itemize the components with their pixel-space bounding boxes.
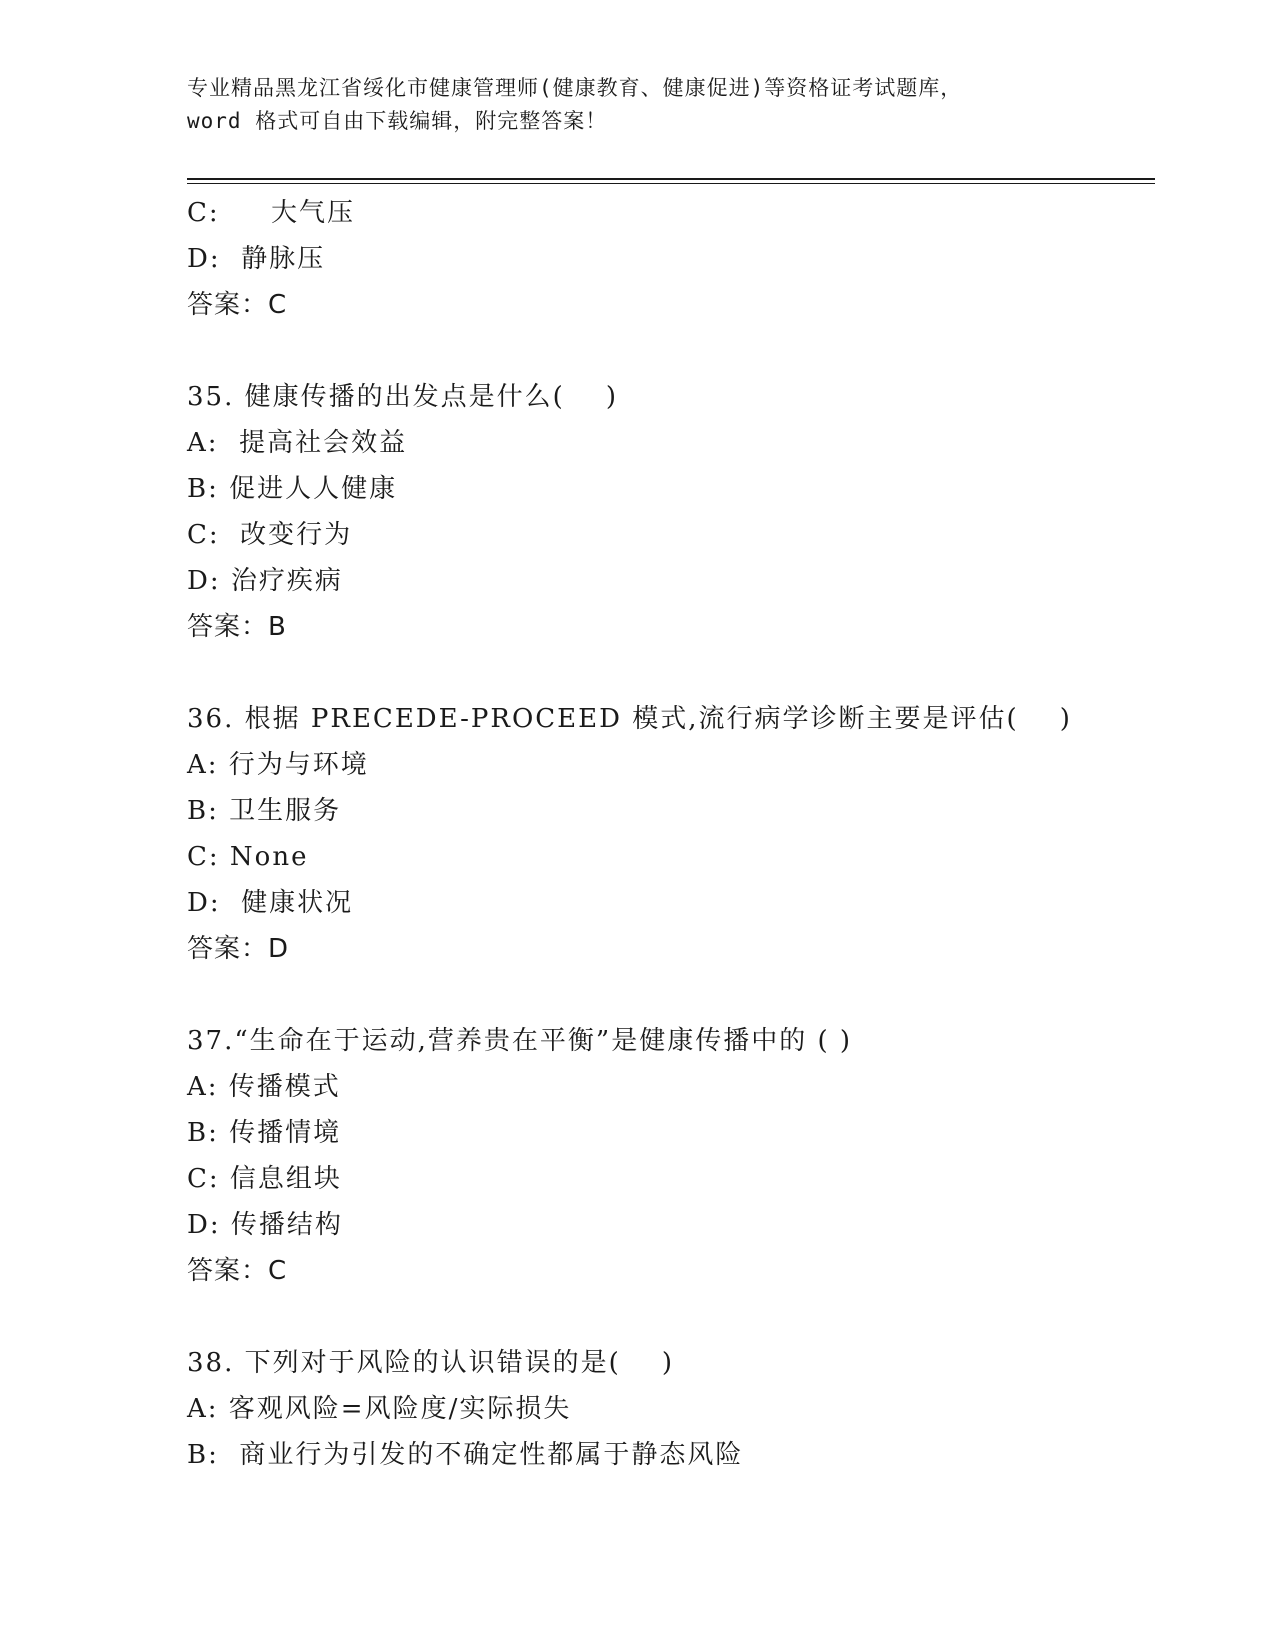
option-a: A: 行为与环境 — [187, 750, 369, 780]
question-35 — [187, 374, 1155, 650]
option-b: B: 商业行为引发的不确定性都属于静态风险 — [187, 1440, 744, 1470]
header-line-1: 专业精品黑龙江省绥化市健康管理师(健康教育、健康促进)等资格证考试题库， — [187, 76, 963, 100]
option-c: C: 改变行为 — [187, 520, 353, 550]
answer: 答案：B — [187, 612, 287, 642]
question-list — [187, 190, 1155, 1478]
question-37 — [187, 1018, 1155, 1294]
question-36 — [187, 696, 1155, 972]
question-stem: 37.“生命在于运动,营养贵在平衡”是健康传播中的 ( ) — [187, 1026, 853, 1056]
header-line-2: word 格式可自由下载编辑，附完整答案！ — [187, 109, 608, 133]
option-a: A: 客观风险=风险度/实际损失 — [187, 1394, 572, 1424]
option-c: C: 大气压 — [187, 198, 355, 228]
header-divider — [187, 178, 1155, 184]
option-d: D: 治疗疾病 — [187, 566, 343, 596]
option-b: B: 促进人人健康 — [187, 474, 398, 504]
option-d: D: 静脉压 — [187, 244, 326, 274]
option-b: B: 传播情境 — [187, 1118, 342, 1148]
question-stem: 35. 健康传播的出发点是什么( ) — [187, 382, 618, 412]
option-b: B: 卫生服务 — [187, 796, 342, 826]
option-a: A: 传播模式 — [187, 1072, 341, 1102]
document-header — [187, 72, 1087, 138]
question-38 — [187, 1340, 1155, 1478]
option-a: A: 提高社会效益 — [187, 428, 408, 458]
question-34-continued — [187, 190, 1155, 328]
option-d: D: 健康状况 — [187, 888, 354, 918]
answer: 答案：C — [187, 1256, 288, 1286]
answer: 答案：C — [187, 290, 288, 320]
question-stem: 36. 根据 PRECEDE-PROCEED 模式,流行病学诊断主要是评估( ) — [187, 704, 1072, 734]
option-c: C: 信息组块 — [187, 1164, 342, 1194]
option-c: C: None — [187, 842, 309, 872]
question-stem: 38. 下列对于风险的认识错误的是( ) — [187, 1348, 674, 1378]
answer: 答案：D — [187, 934, 290, 964]
option-d: D: 传播结构 — [187, 1210, 343, 1240]
